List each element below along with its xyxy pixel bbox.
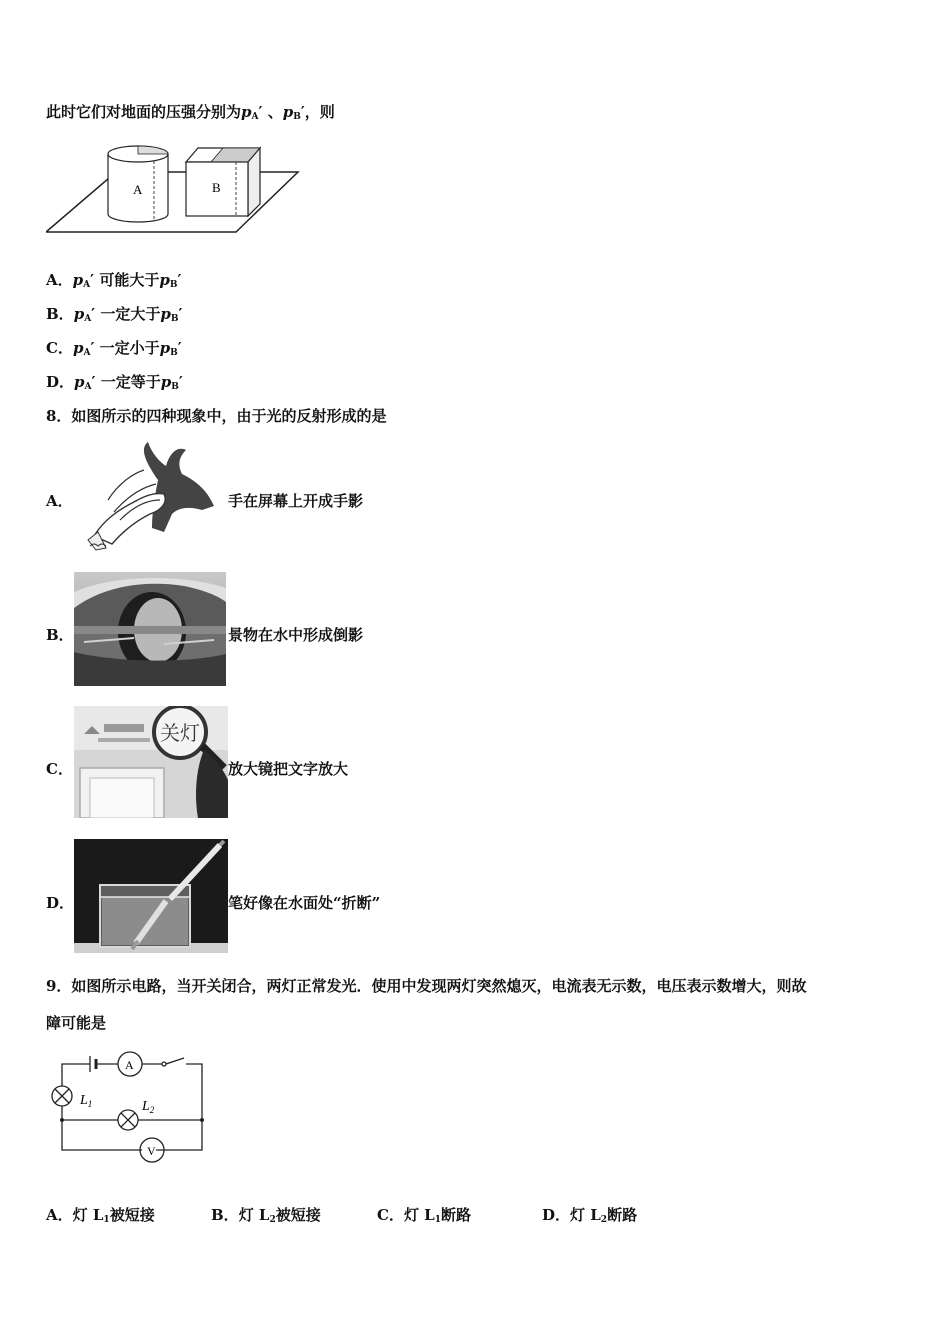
sub: A xyxy=(84,314,92,324)
prime-mark: ′ xyxy=(91,305,96,323)
lamp2-label: $L_2$ xyxy=(142,1099,155,1115)
label-a: A xyxy=(133,182,143,197)
q9-option-b[interactable]: B．灯 $L_2$被短接 xyxy=(211,1206,321,1225)
q9-option-c[interactable]: C．灯 $L_1$断路 xyxy=(377,1206,472,1225)
sub: B xyxy=(170,314,179,324)
q8-option-d-text: 笔好像在水面处“折断” xyxy=(228,894,381,912)
intro-tail: ，则 xyxy=(304,103,335,121)
q7-option-b[interactable] xyxy=(46,304,182,329)
prime-mark-2: ′ xyxy=(300,103,305,121)
var-p: p xyxy=(72,271,84,289)
option-text: 一定等于 xyxy=(100,373,161,391)
intro-line xyxy=(46,102,335,127)
var-p: p xyxy=(160,373,172,391)
option-label: C． xyxy=(46,339,73,357)
prime-mark: ′ xyxy=(90,339,95,357)
option-label: A． xyxy=(46,271,73,289)
prime-mark: ′ xyxy=(177,271,182,289)
var-p-2: p xyxy=(282,103,294,121)
q8-option-b-label: B． xyxy=(46,626,74,644)
q7-option-c[interactable] xyxy=(46,338,182,363)
magnifier-image[interactable] xyxy=(74,706,228,818)
option-label: D． xyxy=(46,373,75,391)
prime-mark: ′ xyxy=(90,271,95,289)
option-text: 一定大于 xyxy=(100,305,161,323)
ammeter-label: A xyxy=(125,1058,134,1072)
q7-option-d[interactable] xyxy=(46,372,183,397)
q8-option-c-label: C． xyxy=(46,760,73,778)
prime-mark: ′ xyxy=(177,339,182,357)
sub: B xyxy=(171,382,179,392)
prime-mark: ′ xyxy=(258,103,263,121)
option-text: 可能大于 xyxy=(99,271,160,289)
sub: B xyxy=(169,280,178,290)
q9-stem-line2: 障可能是 xyxy=(46,1014,107,1032)
pencil-in-water-image[interactable] xyxy=(74,839,228,953)
separator: 、 xyxy=(267,103,283,121)
q8-option-c-text: 放大镜把文字放大 xyxy=(228,760,349,778)
label-b: B xyxy=(212,180,221,195)
sub: B xyxy=(170,348,178,358)
q8-option-b-text: 景物在水中形成倒影 xyxy=(228,626,364,644)
var-p: p xyxy=(159,339,171,357)
q8-stem: 8．如图所示的四种现象中，由于光的反射形成的是 xyxy=(46,407,387,425)
hand-shadow-image[interactable] xyxy=(74,440,228,552)
var-p: p xyxy=(74,373,85,391)
sub: A xyxy=(83,348,91,358)
var-p: p xyxy=(73,305,85,323)
option-label: B． xyxy=(46,305,74,323)
prime-mark: ′ xyxy=(178,373,183,391)
option-text: 一定小于 xyxy=(99,339,160,357)
var-p: p xyxy=(159,271,170,289)
q8-option-a-text: 手在屏幕上开成手影 xyxy=(228,492,364,510)
bridge-reflection-image[interactable] xyxy=(74,572,226,686)
sub-b: B xyxy=(293,112,301,122)
var-p: p xyxy=(72,339,84,357)
var-p: p xyxy=(241,103,252,121)
q9-stem-line1: 9．如图所示电路，当开关闭合，两灯正常发光．使用中发现两灯突然熄灭，电流表无示数，电压表示数增大，则故 xyxy=(46,977,807,995)
lamp1-label: $L_1$ xyxy=(80,1093,93,1109)
q9-option-a[interactable]: A．灯 $L_1$被短接 xyxy=(46,1206,155,1225)
circuit-diagram xyxy=(46,1048,212,1168)
magnified-text: 关灯 xyxy=(160,721,200,745)
figure-cylinder-cube xyxy=(46,140,306,236)
sub-a: A xyxy=(251,112,259,122)
q7-option-a[interactable] xyxy=(46,270,181,295)
q9-option-d[interactable]: D．灯 $L_2$断路 xyxy=(542,1206,638,1225)
q8-option-d-label: D． xyxy=(46,894,75,912)
sub: A xyxy=(83,280,91,290)
sub: A xyxy=(84,382,92,392)
q8-option-a-label: A． xyxy=(46,492,73,510)
var-p: p xyxy=(160,305,171,323)
prime-mark: ′ xyxy=(91,373,96,391)
prime-mark: ′ xyxy=(178,305,183,323)
intro-text: 此时它们对地面的压强分别为 xyxy=(46,103,242,121)
voltmeter-label: V xyxy=(147,1144,156,1158)
